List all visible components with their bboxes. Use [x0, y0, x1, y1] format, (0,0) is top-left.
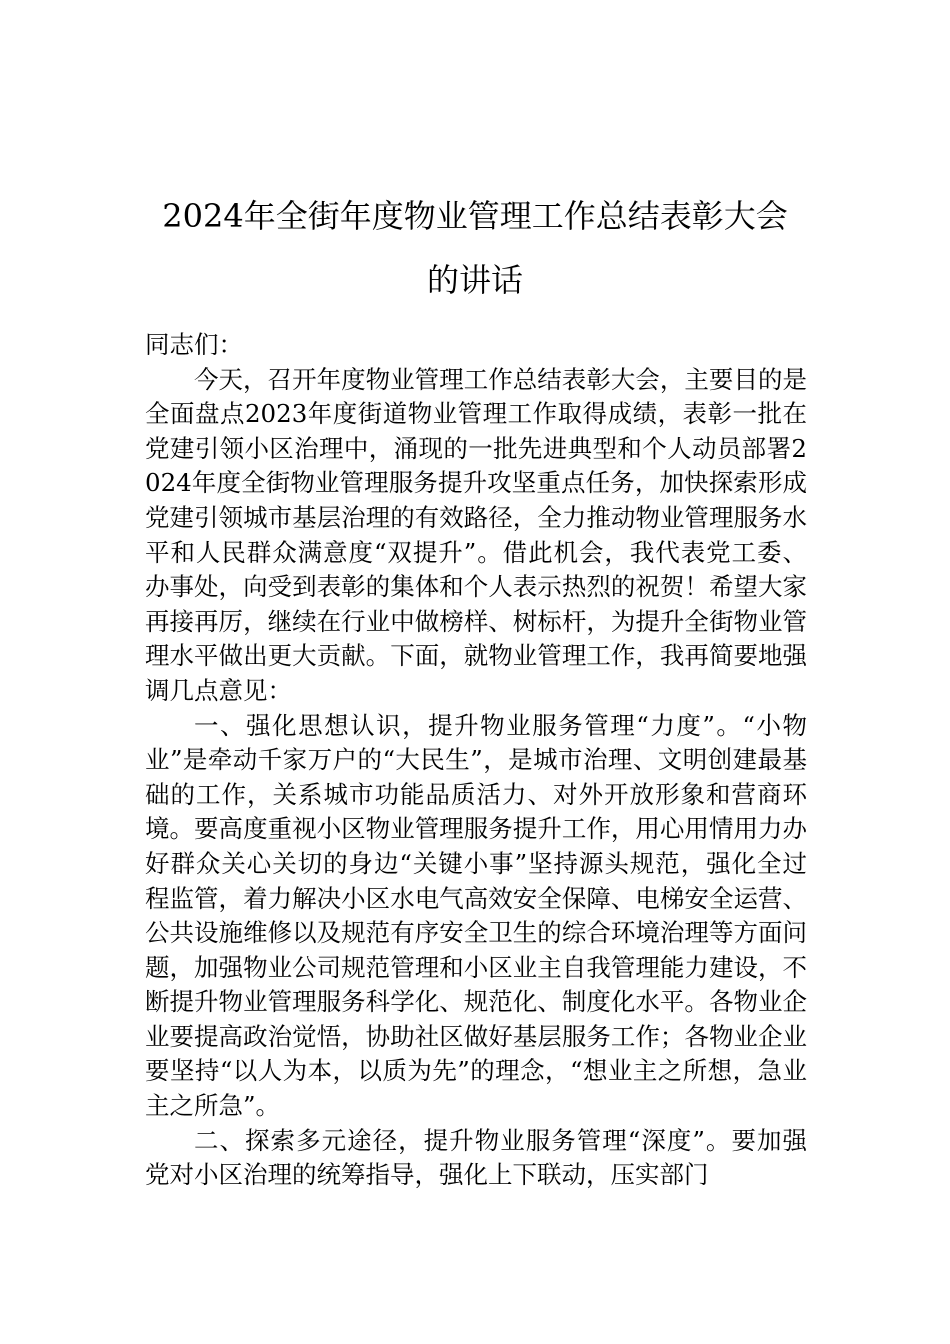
- document-title: 2024年全街年度物业管理工作总结表彰大会的讲话: [162, 197, 788, 300]
- section-1-heading: 一、强化思想认识，提升物业服务管理“力度”。: [194, 710, 743, 740]
- paragraph-section-1: [145, 709, 807, 1124]
- section-2-heading: 二、探索多元途径，提升物业服务管理“深度”。: [194, 1125, 732, 1155]
- paragraph-intro: [145, 363, 807, 709]
- document-body: [145, 328, 807, 1193]
- paragraph-section-2: [145, 1124, 807, 1193]
- paragraph-intro-text: 今天，召开年度物业管理工作总结表彰大会，主要目的是全面盘点2023年度街道物业管理工作取得成绩，表彰一批在党建引领小区治理中，涌现的一批先进典型和个人动员部署2024年度全街物业管理服务提升攻坚重点任务，加快探索形成党建引领城市基层治理的有效路径，全力推动物业管理服务水平和人民群众满意度“双提升”。借此机会，我代表党工委、办事处，向受到表彰的集体和个人表示热烈的祝贺！希望大家再接再厉，继续在行业中做榜样、树标杆，为提升全街物业管理水平做出更大贡献。下面，就物业管理工作，我再简要地强调几点意见：: [145, 364, 807, 705]
- section-1-text: “小物业”是牵动千家万户的“大民生”，是城市治理、文明创建最基础的工作，关系城市功能品质活力、对外开放形象和营商环境。要高度重视小区物业管理服务提升工作，用心用情用力办好群众关心关切的身边“关键小事”坚持源头规范，强化全过程监管，着力解决小区水电气高效安全保障、电梯安全运营、公共设施维修以及规范有序安全卫生的综合环境治理等方面问题，加强物业公司规范管理和小区业主自我管理能力建设，不断提升物业管理服务科学化、规范化、制度化水平。各物业企业要提高政治觉悟，协助社区做好基层服务工作；各物业企业要坚持“以人为本，以质为先”的理念，“想业主之所想，急业主之所急”。: [145, 710, 807, 1121]
- salutation: 同志们：: [145, 330, 243, 359]
- section-2-text: 要加强党对小区治理的统筹指导，强化上下联动，压实部门: [145, 1125, 807, 1190]
